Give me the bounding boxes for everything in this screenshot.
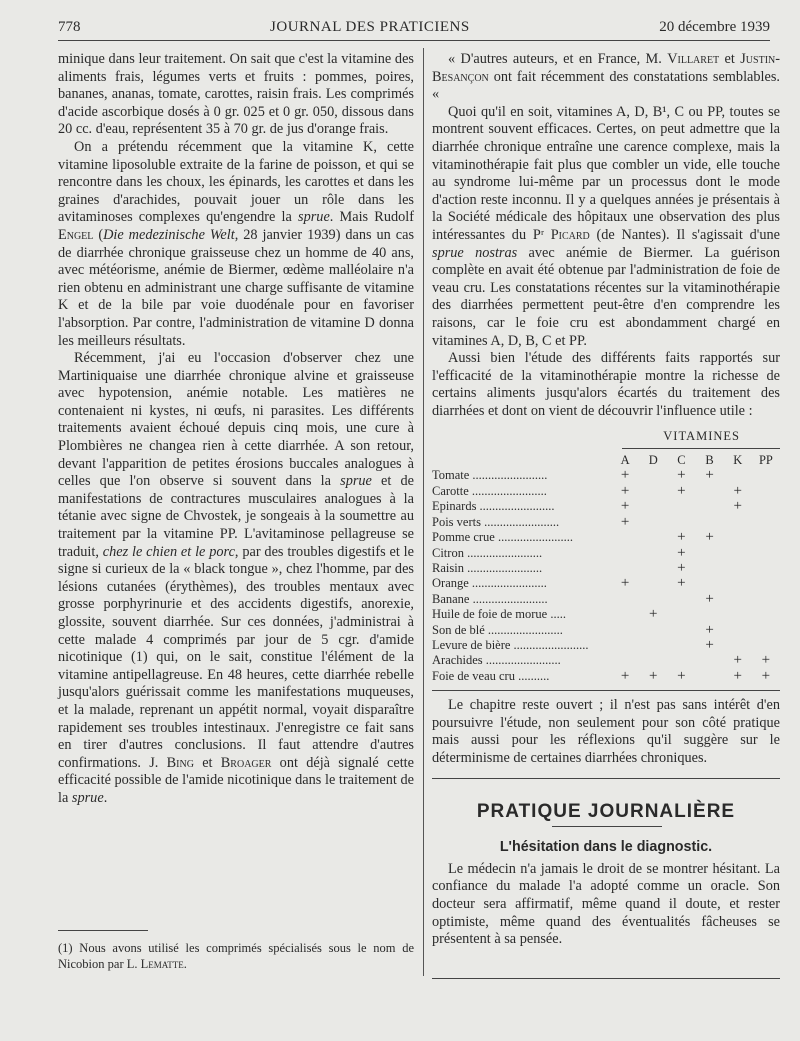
footnote-rule — [58, 930, 148, 931]
vitamin-mark: + — [677, 529, 686, 546]
vitamin-mark — [724, 546, 752, 561]
food-cell: Carotte ........................ — [432, 483, 547, 498]
vitamin-mark: + — [677, 559, 686, 576]
table-row — [432, 576, 780, 591]
column-header: PP — [758, 453, 773, 468]
vitamin-mark — [639, 530, 667, 545]
vitamin-mark — [695, 653, 723, 668]
vitamin-mark — [611, 561, 639, 576]
vitamin-mark — [639, 515, 667, 530]
vitamin-mark — [639, 638, 667, 653]
vitamin-mark — [611, 653, 639, 668]
vitamin-mark — [752, 576, 780, 591]
vitamin-mark — [639, 468, 667, 483]
vitamin-mark: + — [705, 467, 714, 484]
vitamin-mark — [695, 576, 723, 591]
vitamin-mark: + — [733, 667, 742, 684]
column-header: K — [733, 453, 743, 468]
vitamin-mark — [639, 576, 667, 591]
vitamin-mark — [667, 638, 695, 653]
table-row — [432, 669, 780, 684]
vitamin-mark — [724, 623, 752, 638]
vitamin-mark — [667, 653, 695, 668]
table-row — [432, 468, 780, 483]
food-cell: Raisin ........................ — [432, 560, 543, 575]
table-rule — [622, 448, 780, 449]
vitamin-mark — [695, 499, 723, 514]
vitamin-mark: + — [649, 606, 658, 623]
vitamin-mark — [752, 638, 780, 653]
vitamin-mark — [639, 484, 667, 499]
vitamin-mark — [611, 607, 639, 622]
vitamin-mark: + — [705, 636, 714, 653]
vitamin-mark — [611, 623, 639, 638]
vitamin-mark — [667, 623, 695, 638]
vitamin-mark — [667, 592, 695, 607]
food-cell: Tomate ........................ — [432, 468, 548, 483]
vitamin-mark — [724, 468, 752, 483]
vitamin-mark: + — [677, 482, 686, 499]
vitamin-mark — [611, 638, 639, 653]
vitamin-mark — [611, 530, 639, 545]
vitamin-mark — [752, 484, 780, 499]
food-cell: Pomme crue ........................ — [432, 530, 573, 545]
vitamin-mark: + — [733, 652, 742, 669]
vitamin-mark — [695, 669, 723, 684]
vitamin-mark — [724, 530, 752, 545]
food-cell: Foie de veau cru .......... — [432, 668, 550, 683]
paragraph: Aussi bien l'étude des différents faits rapportés sur l'efficacité de la vitaminothérapie montre la richesse de certains aliments jusqu'alors écartés du traitement des diarrhées et dont on vient de découvrir l'influence utile : — [432, 350, 780, 419]
table-row — [432, 638, 780, 653]
paragraph: Le médecin n'a jamais le droit de se montrer hésitant. La confiance du malade l'a adopté comme un oracle. Son docteur sera affirmatif, même quand il doute, et rester optimiste, même quand des éventualités fâcheuses se présentent à sa pensée. — [432, 860, 780, 948]
page-header — [58, 12, 770, 41]
table-row — [432, 530, 780, 545]
vitamin-mark: + — [705, 590, 714, 607]
vitamin-mark — [724, 515, 752, 530]
vitamin-mark — [752, 499, 780, 514]
table-row — [432, 515, 780, 530]
vitamin-mark — [724, 638, 752, 653]
table-header-row — [432, 453, 780, 468]
article-subheading: L'hésitation dans le diagnostic. — [499, 839, 713, 856]
section-rule — [432, 778, 780, 779]
table-row — [432, 484, 780, 499]
vitamin-mark — [639, 653, 667, 668]
footnote: (1) Nous avons utilisé les comprimés spécialisés sous le nom de Nicobion par L. Lematte. — [58, 941, 414, 971]
vitamin-mark — [752, 468, 780, 483]
page-number: 778 — [58, 19, 81, 35]
vitamin-mark: + — [705, 529, 714, 546]
paragraph: minique dans leur traitement. On sait que c'est la vitamine des aliments frais, légumes verts et fruits : pommes, poires, bananes, ananas, tomate, carottes, raisin frais. Les comprimés d'acide ascorbique dosés à 0 gr. 025 et 0 gr. 050, dissous dans 20 cc. d'eau, représentent 35 à 70 gr. de jus d'orange frais. — [58, 51, 414, 138]
vitamin-mark: + — [677, 667, 686, 684]
vitamin-mark: + — [620, 513, 630, 530]
column-header: B — [705, 453, 714, 468]
vitamin-mark: + — [761, 667, 771, 684]
food-cell: Son de blé ........................ — [432, 622, 563, 637]
vitamin-mark: + — [733, 482, 742, 499]
column-header: C — [677, 453, 686, 468]
vitamin-mark — [639, 623, 667, 638]
vitamin-mark: + — [649, 667, 658, 684]
food-cell: Arachides ........................ — [432, 653, 561, 668]
vitamin-mark — [667, 499, 695, 514]
column-header: D — [648, 453, 658, 468]
vitamin-mark — [724, 576, 752, 591]
table-row — [432, 592, 780, 607]
vitamin-mark — [695, 484, 723, 499]
title-underline — [552, 826, 662, 827]
food-cell: Pois verts ........................ — [432, 514, 560, 529]
vitamin-mark — [611, 592, 639, 607]
vitamin-mark — [752, 530, 780, 545]
vitamin-mark — [752, 561, 780, 576]
vitamin-mark — [695, 546, 723, 561]
left-column — [58, 51, 414, 808]
table-bottom-rule — [432, 690, 780, 691]
table-row — [432, 499, 780, 514]
vitamin-mark — [752, 623, 780, 638]
vitamin-mark — [695, 607, 723, 622]
column-divider — [423, 48, 424, 976]
vitamin-mark — [752, 515, 780, 530]
vitamins-table — [432, 453, 780, 684]
table-title: VITAMINES — [663, 429, 740, 444]
food-cell: Citron ........................ — [432, 545, 543, 560]
vitamin-mark: + — [620, 467, 630, 484]
issue-date: 20 décembre 1939 — [659, 19, 770, 35]
vitamin-mark — [667, 607, 695, 622]
vitamin-mark — [611, 546, 639, 561]
food-cell: Levure de bière ........................ — [432, 637, 589, 652]
vitamin-mark: + — [620, 667, 630, 684]
vitamin-mark: + — [705, 621, 714, 638]
vitamin-mark: + — [677, 544, 686, 561]
paragraph: Quoi qu'il en soit, vitamines A, D, B¹, C ou PP, toutes se montrent souvent efficaces. Certes, on peut admettre que la diarrhée chronique entraîne une carence complexe, mais la vitaminothérapie fait plus que combler un vide, elle touche au syndrome lui-même par un processus dont le mode d'action reste inconnu. Il y a quelques années je présentais à la Société médicale des hôpitaux une observation des plus intéressantes du Pʳ Picard (de Nantes). Il s'agissait d'une sprue nostras avec anémie de Biermer. La guérison complète en avait été obtenue par l'administration de foie de veau cru. Les constatations récentes sur la vitaminothérapie des diarrhées permettent peut-être d'en comprendre les raisons, car le foie cru est abondamment chargé en vitamines A, D, B, C et PP. — [432, 103, 780, 349]
vitamin-mark — [724, 592, 752, 607]
vitamin-mark: + — [677, 467, 686, 484]
vitamin-mark: + — [677, 575, 686, 592]
paragraph: Récemment, j'ai eu l'occasion d'observer chez une Martiniquaise une diarrhée chronique alvine et graisseuse avec hypotension, anémie notable. Les matières ne contenaient ni kystes, ni œufs, ni parasites. Les différents traitements avaient échoué depuis cinq mois, une cure à Plombières ne changea rien à cette diarrhée. A son retour, devant l'apparition de petites érosions buccales analogues à celles que l'on observe si souvent dans la sprue et de manifestations de contractures musculaires analogues à la tétanie avec signe de Chvostek, je songeais à la soumettre au traitement par la vitamine PP. L'avitaminose pellagreuse se traduit, chez le chien et le porc, par des troubles digestifs et le signe si curieux de la « black tongue », chez l'homme, par des lésions cutanées (érythèmes), des troubles mentaux avec grosse porphyrinurie et des accidents digestifs, anorexie, glossite, souvent diarrhée. Sur ces données, j'administrai à cette malade 4 comprimés par jour de 5 cgr. d'amide nicotinique (1) qui, on le sait, constitue l'élément de la vitamine antipellagreuse. En 48 heures, cette diarrhée rebelle jusqu'alors guérissait comme les manifestations muqueuses, et la malade, reprenant un appétit normal, voyait disparaître rapidement ses troubles intestinaux. J'enregistre ce fait sans en tirer d'autres conclusions. Il faut attendre d'autres confirmations. J. Bing et Broager ont déjà signalé cette efficacité possible de l'amide nicotinique dans le traitement de la sprue. — [58, 350, 414, 806]
right-column — [432, 51, 780, 949]
vitamin-mark — [639, 561, 667, 576]
food-cell: Orange ........................ — [432, 576, 547, 591]
vitamin-mark — [639, 499, 667, 514]
table-row — [432, 607, 780, 622]
vitamin-mark — [639, 546, 667, 561]
vitamin-mark: + — [733, 498, 742, 515]
column-header: A — [620, 453, 630, 468]
food-cell: Epinards ........................ — [432, 499, 555, 514]
vitamin-mark — [724, 607, 752, 622]
vitamin-mark — [695, 561, 723, 576]
journal-title: JOURNAL DES PRATICIENS — [270, 19, 470, 35]
food-cell: Banane ........................ — [432, 591, 548, 606]
vitamin-mark — [639, 592, 667, 607]
table-row — [432, 653, 780, 668]
vitamin-mark: + — [620, 575, 630, 592]
table-row — [432, 561, 780, 576]
vitamin-mark — [752, 607, 780, 622]
table-row — [432, 623, 780, 638]
vitamin-mark: + — [761, 652, 771, 669]
food-cell: Huile de foie de morue ..... — [432, 607, 566, 622]
bottom-rule — [432, 978, 780, 979]
paragraph: Le chapitre reste ouvert ; il n'est pas sans intérêt d'en poursuivre l'étude, non seulement pour son côté pratique mais aussi pour les réflexions qu'il suggère sur le déterminisme de certaines diarrhées chroniques. — [432, 697, 780, 766]
paragraph: « D'autres auteurs, et en France, M. Villaret et Justin-Besançon ont fait récemment des constatations semblables. « — [432, 51, 781, 103]
vitamin-mark — [752, 592, 780, 607]
vitamin-mark: + — [620, 498, 630, 515]
table-row — [432, 546, 780, 561]
vitamin-mark — [695, 515, 723, 530]
vitamin-mark — [724, 561, 752, 576]
vitamin-mark: + — [620, 482, 630, 499]
paragraph: On a prétendu récemment que la vitamine K, cette vitamine liposoluble extraite de la farine de poisson, et qui se rencontre dans les choux, les épinards, les carottes et dans les graines d'arachides, pouvait jouer un rôle dans les avitaminoses complexes qu'engendre la sprue. Mais Rudolf Engel (Die medezinische Welt, 28 janvier 1939) dans un cas de diarrhée chronique graisseuse chez un homme de 40 ans, avec météorisme, anémie de Biermer, œdème malléolaire n'a rien obtenu en administrant une charge suffisante de vitamine K et de la bile par voie duodénale pour en favoriser l'absorption. Par contre, l'administration de vitamine D donna les meilleurs résultats. — [58, 138, 415, 349]
vitamin-mark — [752, 546, 780, 561]
section-title: PRATIQUE JOURNALIÈRE — [476, 800, 736, 822]
vitamin-mark — [667, 515, 695, 530]
